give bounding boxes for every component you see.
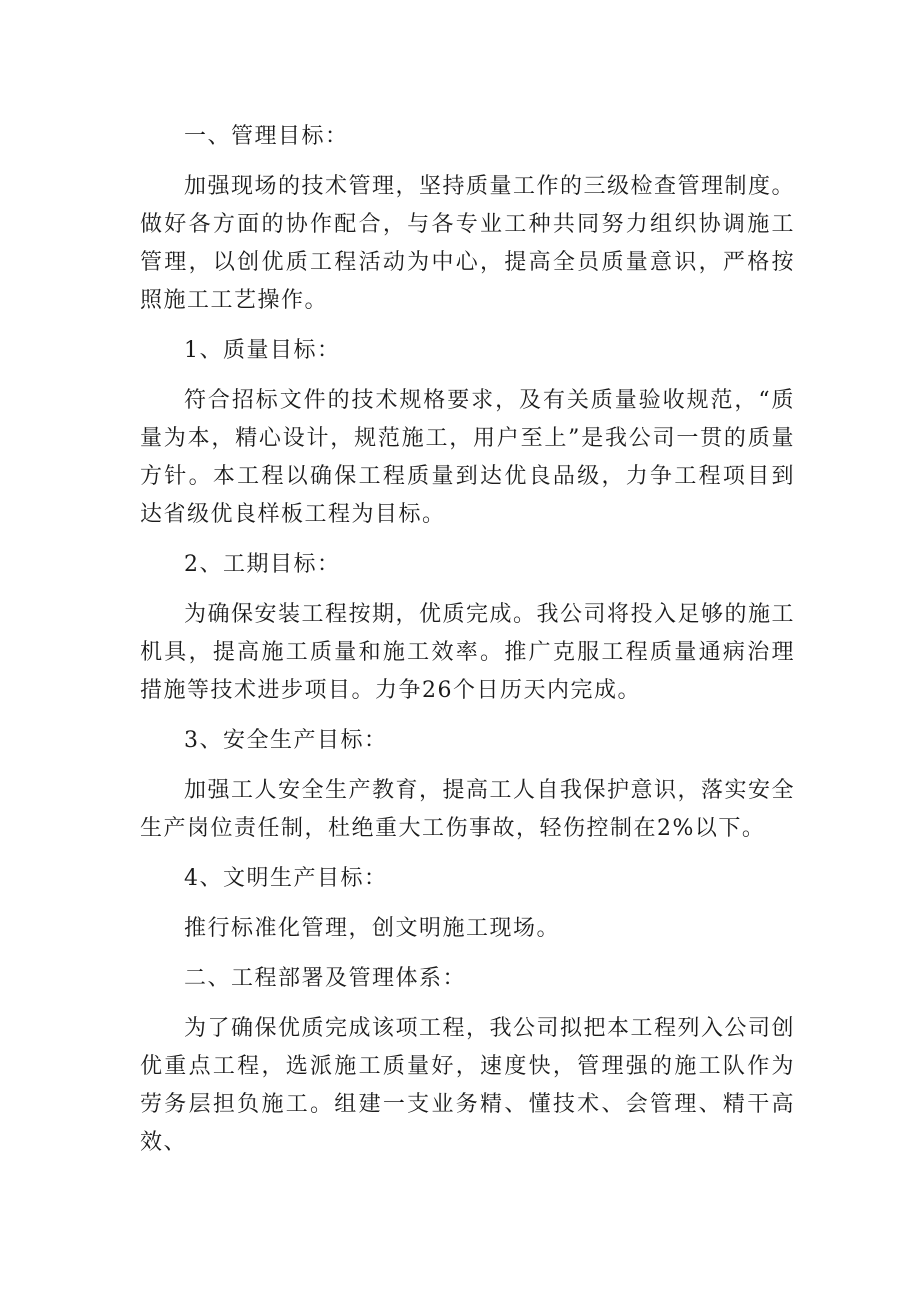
paragraph-safety-goal: 加强工人安全生产教育，提高工人自我保护意识，落实安全生产岗位责任制，杜绝重大工伤事故，轻伤控制在2%以下。	[140, 778, 796, 841]
paragraph-deployment-system: 为了确保优质完成该项工程，我公司拟把本工程列入公司创优重点工程，选派施工质量好，速度快，管理强的施工队作为劳务层担负施工。组建一支业务精、懂技术、会管理、精干高效、	[140, 1016, 796, 1155]
document-body	[140, 118, 795, 1174]
subheading-civilized-production-goal: 4、文明生产目标：	[184, 866, 388, 891]
subheading-safety-goal: 3、安全生产目标：	[184, 728, 388, 753]
subheading-quality-goal: 1、质量目标：	[184, 338, 341, 363]
paragraph-civilized-production-goal: 推行标准化管理，创文明施工现场。	[184, 916, 561, 941]
paragraph-management-goals: 加强现场的技术管理，坚持质量工作的三级检查管理制度。做好各方面的协作配合，与各专业工种共同努力组织协调施工管理，以创优质工程活动为中心，提高全员质量意识，严格按照施工工艺操作。	[140, 174, 796, 313]
paragraph-schedule-goal: 为确保安装工程按期，优质完成。我公司将投入足够的施工机具，提高施工质量和施工效率。推广克服工程质量通病治理措施等技术进步项目。力争26个日历天内完成。	[140, 602, 796, 703]
section-heading-deployment-system: 二、工程部署及管理体系：	[184, 966, 467, 991]
section-heading-management-goals: 一、管理目标：	[184, 124, 349, 149]
paragraph-quality-goal: 符合招标文件的技术规格要求，及有关质量验收规范，“质量为本，精心设计，规范施工，用户至上”是我公司一贯的质量方针。本工程以确保工程质量到达优良品级，力争工程项目到达省级优良样板工程为目标。	[140, 388, 795, 527]
subheading-schedule-goal: 2、工期目标：	[184, 552, 341, 577]
